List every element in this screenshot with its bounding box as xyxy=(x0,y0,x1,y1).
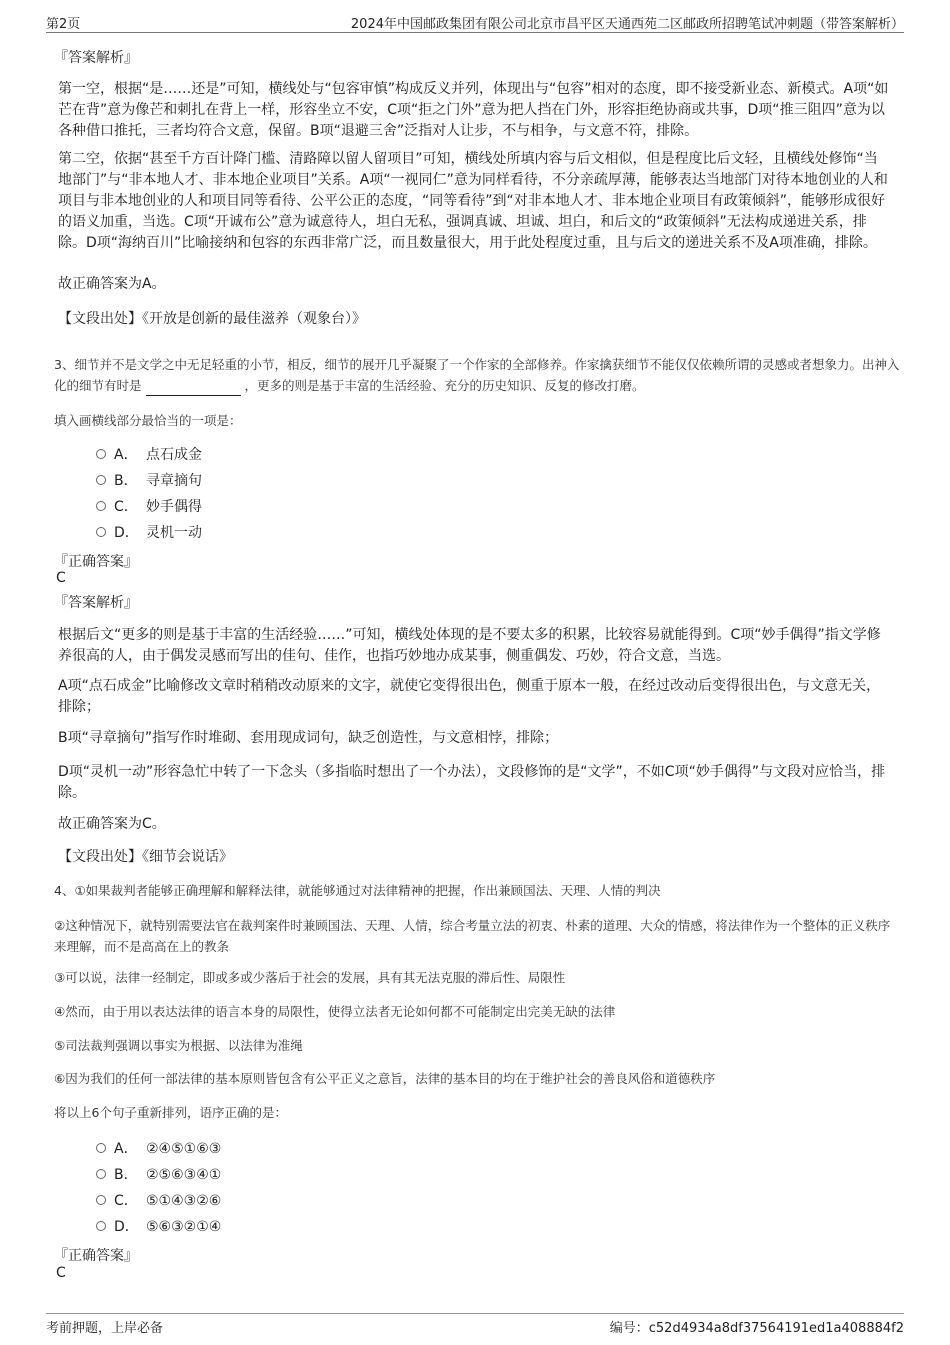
option-text: 妙手偶得 xyxy=(146,499,202,515)
q3-option-c[interactable] xyxy=(96,496,202,516)
q4-option-d[interactable] xyxy=(96,1216,221,1236)
option-letter: B． xyxy=(114,1167,138,1183)
radio-icon[interactable] xyxy=(96,527,106,537)
q3-source: 【文段出处】《细节会说话》 xyxy=(58,849,233,865)
q3-stem-part1: 3、细节并不是文学之中无足轻重的小节，相反，细节的展开几乎凝聚了一个作家的全部修养。作家擒获细节不能仅仅依赖所谓的灵感或者想象力。出神入化的细节有时是 xyxy=(54,357,900,393)
radio-icon[interactable] xyxy=(96,475,106,485)
page-footer xyxy=(46,1313,904,1334)
radio-icon[interactable] xyxy=(96,501,106,511)
q3-option-d[interactable] xyxy=(96,522,202,542)
q4-answer-label: 『正确答案』 xyxy=(54,1248,138,1264)
radio-icon[interactable] xyxy=(96,449,106,459)
q2-analysis-para1: 第一空，根据“是……还是”可知，横线处与“包容审慎”构成反义并列，体现出与“包容”相对的态度，即不接受新业态、新模式。A项“如芒在背”意为像芒和刺扎在背上一样，形容坐立不安，C项“拒之门外”意为把人挡在门外，形容拒绝协商或共事，D项“推三阻四”意为以各种借口推托，三者均符合文意，保留。B项“退避三舍”泛指对人让步，不与相争，与文意不符，排除。 xyxy=(58,81,889,139)
radio-icon[interactable] xyxy=(96,1195,106,1205)
q4-option-b[interactable] xyxy=(96,1164,221,1184)
footer-slogan: 考前押题，上岸必备 xyxy=(46,1321,164,1336)
q4-prompt: 将以上6个句子重新排列，语序正确的是： xyxy=(54,1105,287,1120)
q3-analysis-para4: D项“灵机一动”形容急忙中转了一下念头（多指临时想出了一个办法），文段修饰的是“文学”，不如C项“妙手偶得”与文段对应恰当，排除。 xyxy=(58,764,886,801)
q3-conclusion: 故正确答案为C。 xyxy=(58,816,166,832)
option-text: 灵机一动 xyxy=(146,525,202,541)
q3-option-a[interactable] xyxy=(96,444,202,464)
option-text: 点石成金 xyxy=(146,447,202,463)
document-id: 编号：c52d4934a8df37564191ed1a408884f2 xyxy=(609,1321,904,1336)
q3-answer-label: 『正确答案』 xyxy=(54,554,138,570)
q2-analysis-para2: 第二空，依据“甚至千方百计降门槛、清路障以留人留项目”可知，横线处所填内容与后文相似，但是程度比后文轻，且横线处修饰“当地部门”与“非本地人才、非本地企业项目”关系。A项“一视同仁”意为同样看待，不分亲疏厚薄，能够表达当地部门对待本地创业的人和项目与非本地创业的人和项目同等看待、公平公正的态度，“同等看待”到“对非本地人才、非本地企业项目有政策倾斜”，能够形成很好的语义加重，当选。C项“开诚布公”意为诚意待人，坦白无私，强调真诚、坦诚、坦白，和后文的“政策倾斜”无法构成递进关系，排除。D项“海纳百川”比喻接纳和包容的东西非常广泛，而且数量很大，用于此处程度过重，且与后文的递进关系不及A项准确，排除。 xyxy=(58,151,888,251)
q4-option-a[interactable] xyxy=(96,1138,221,1158)
q3-analysis-label: 『答案解析』 xyxy=(54,595,138,611)
q3-stem xyxy=(54,354,900,396)
q4-sentence-5: ⑤司法裁判强调以事实为根据、以法律为准绳 xyxy=(54,1038,303,1053)
q2-conclusion: 故正确答案为A。 xyxy=(58,276,166,292)
q4-sentence-4: ④然而，由于用以表达法律的语言本身的局限性，使得立法者无论如何都不可能制定出完美无缺的法律 xyxy=(54,1004,616,1019)
q4-sentence-1: 4、①如果裁判者能够正确理解和解释法律，就能够通过对法律精神的把握，作出兼顾国法、天理、人情的判决 xyxy=(54,883,661,898)
q4-sentence-6: ⑥因为我们的任何一部法律的基本原则皆包含有公平正义之意旨，法律的基本目的均在于维护社会的善良风俗和道德秩序 xyxy=(54,1071,716,1086)
radio-icon[interactable] xyxy=(96,1143,106,1153)
q3-analysis-para3: B项“寻章摘句”指写作时堆砌、套用现成词句，缺乏创造性，与文意相悖，排除； xyxy=(58,730,559,746)
q3-blank xyxy=(146,381,241,396)
option-letter: D． xyxy=(114,525,139,541)
option-text: ②⑤⑥③④① xyxy=(146,1167,222,1183)
option-letter: A． xyxy=(114,447,138,463)
option-letter: C． xyxy=(114,1193,138,1209)
q3-answer: C xyxy=(56,570,66,586)
page-number: 第2页 xyxy=(46,17,81,32)
q3-option-b[interactable] xyxy=(96,470,202,490)
option-text: 寻章摘句 xyxy=(146,473,202,489)
q4-answer: C xyxy=(56,1265,66,1281)
q3-analysis-para2: A项“点石成金”比喻修改文章时稍稍改动原来的文字，就使它变得很出色，侧重于原本一般，在经过改动后变得很出色，与文意无关，排除； xyxy=(58,678,881,715)
option-text: ②④⑤①⑥③ xyxy=(146,1141,222,1157)
q2-source: 【文段出处】《开放是创新的最佳滋养（观象台）》 xyxy=(58,311,366,327)
q4-sentence-3: ③可以说，法律一经制定，即或多或少落后于社会的发展，具有其无法克服的滞后性、局限性 xyxy=(54,970,566,985)
option-letter: D． xyxy=(114,1219,139,1235)
q3-prompt: 填入画横线部分最恰当的一项是： xyxy=(54,413,242,428)
option-text: ⑤⑥③②①④ xyxy=(146,1219,222,1235)
radio-icon[interactable] xyxy=(96,1221,106,1231)
option-text: ⑤①④③②⑥ xyxy=(146,1193,222,1209)
option-letter: B． xyxy=(114,473,138,489)
option-letter: A． xyxy=(114,1141,138,1157)
radio-icon[interactable] xyxy=(96,1169,106,1179)
option-letter: C． xyxy=(114,499,138,515)
q2-analysis-label: 『答案解析』 xyxy=(54,50,138,66)
q3-analysis-para1: 根据后文“更多的则是基于丰富的生活经验……”可知，横线处体现的是不要太多的积累，比较容易就能得到。C项“妙手偶得”指文学修养很高的人，由于偶发灵感而写出的佳句、佳作，也指巧妙地办成某事，侧重偶发、巧妙，符合文意，当选。 xyxy=(58,627,881,664)
q4-option-c[interactable] xyxy=(96,1190,221,1210)
q4-sentence-2: ②这种情况下，就特别需要法官在裁判案件时兼顾国法、天理、人情，综合考量立法的初衷、朴素的道理、大众的情感，将法律作为一个整体的正义秩序来理解，而不是高高在上的教条 xyxy=(54,918,891,954)
page-header xyxy=(46,12,904,33)
document-title: 2024年中国邮政集团有限公司北京市昌平区天通西苑二区邮政所招聘笔试冲刺题（带答案解析） xyxy=(350,17,904,32)
q3-stem-part2: ，更多的则是基于丰富的生活经验、充分的历史知识、反复的修改打磨。 xyxy=(244,378,645,393)
